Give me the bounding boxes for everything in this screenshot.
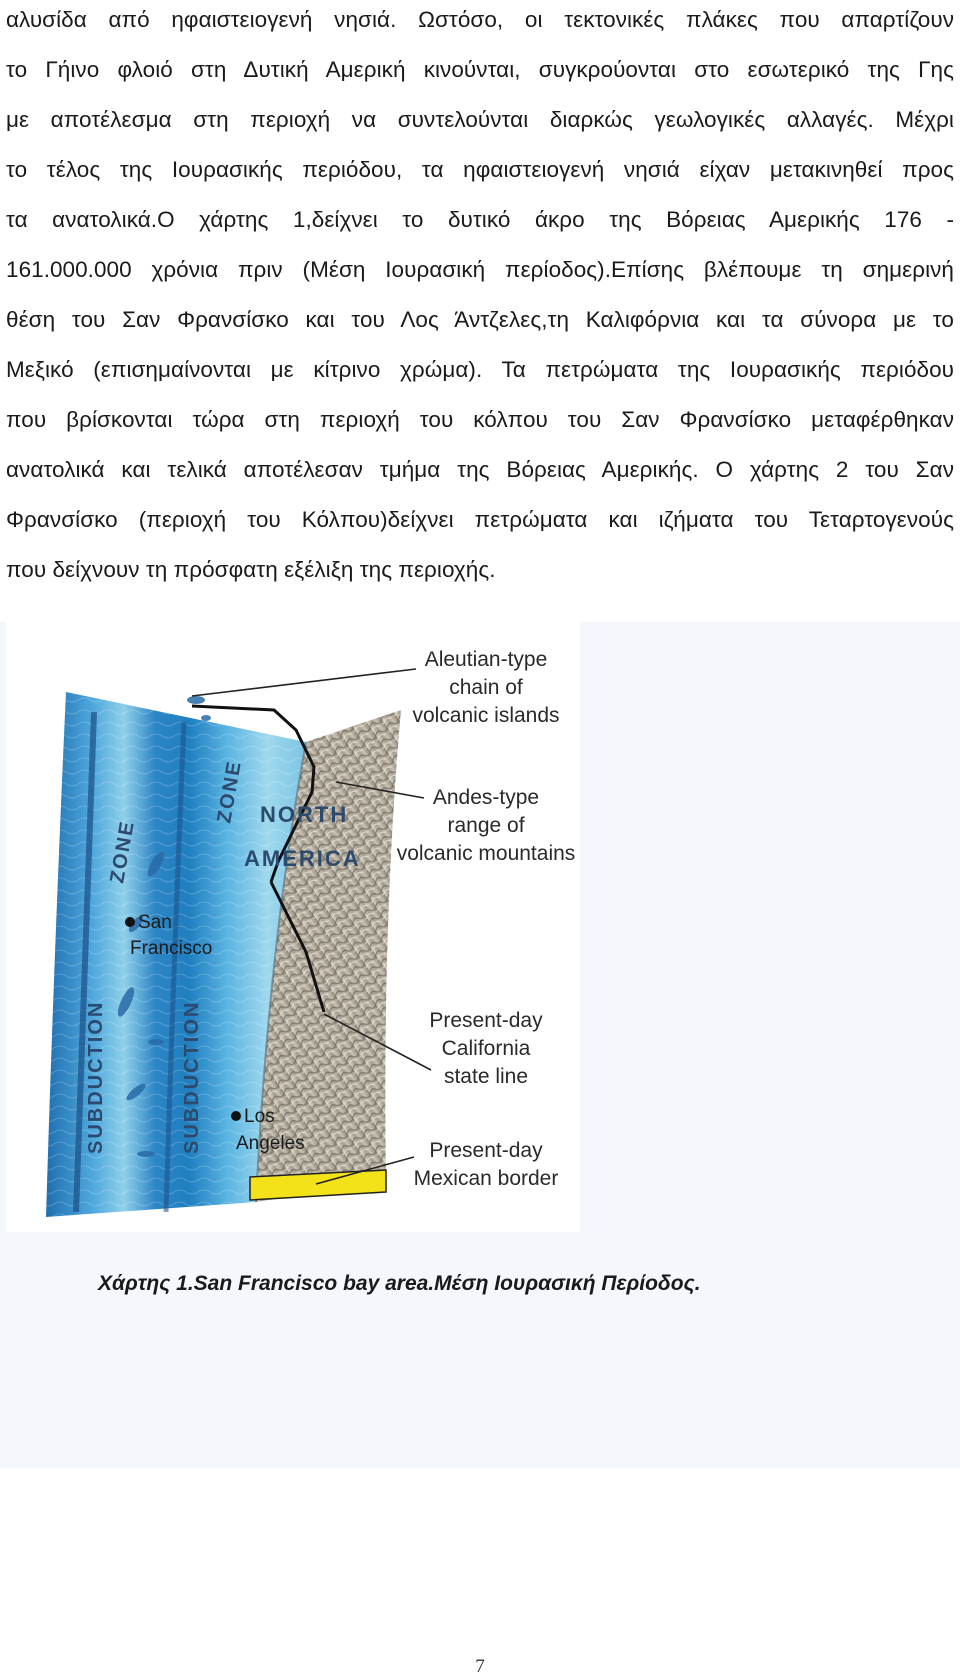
svg-text:Aleutian-type: Aleutian-type bbox=[424, 648, 548, 671]
svg-text:volcanic mountains: volcanic mountains bbox=[396, 842, 576, 865]
svg-text:range of: range of bbox=[447, 814, 525, 837]
subduction-label-right: SUBDUCTION bbox=[181, 1000, 203, 1154]
text-line: θέση του Σαν Φρανσίσκο και του Λος Άντζελες,τη Καλιφόρνια και τα σύνορα με το bbox=[6, 307, 954, 332]
text-line-last: που δείχνουν τη πρόσφατη εξέλιξη της περιοχής. bbox=[6, 557, 496, 582]
svg-text:state line: state line bbox=[443, 1065, 529, 1088]
zone-label-left: ZONE bbox=[106, 818, 139, 885]
francisco-label: Francisco bbox=[130, 938, 213, 959]
text-line: το τέλος της Ιουρασικής περιόδου, τα ηφαιστειογενή νησιά είχαν μετακινηθεί προς bbox=[6, 157, 954, 182]
text-line: ανατολικά και τελικά αποτέλεσαν τμήμα της Βόρειας Αμερικής. Ο χάρτης 2 του Σαν bbox=[6, 457, 954, 482]
svg-text:Andes-type: Andes-type bbox=[432, 786, 540, 809]
los-angeles-dot bbox=[231, 1111, 241, 1121]
callout-california bbox=[429, 1009, 543, 1088]
text-line: Φρανσίσκο (περιοχή του Κόλπου)δείχνει πετρώματα και ιζήματα του Τεταρτογενούς bbox=[6, 507, 954, 532]
text-line: 161.000.000 χρόνια πριν (Μέση Ιουρασική περίοδος).Επίσης βλέπουμε τη σημερινή bbox=[6, 257, 954, 282]
page-number: 7 bbox=[475, 1656, 485, 1677]
angeles-label: Angeles bbox=[236, 1133, 305, 1154]
subduction-label-left: SUBDUCTION bbox=[85, 1000, 107, 1154]
text-line: που βρίσκονται τώρα στη περιοχή του κόλπου του Σαν Φρανσίσκο μεταφέρθηκαν bbox=[6, 407, 954, 432]
text-line: το Γήινο φλοιό στη Δυτική Αμερική κινούνται, συγκρούονται στο εσωτερικό της Γης bbox=[6, 57, 954, 82]
text-line: τα ανατολικά.Ο χάρτης 1,δείχνει το δυτικό άκρο της Βόρειας Αμερικής 176 - bbox=[6, 207, 954, 232]
svg-text:Mexican border: Mexican border bbox=[413, 1167, 559, 1190]
los-label: Los bbox=[244, 1106, 275, 1127]
callout-aleutian bbox=[412, 648, 559, 727]
figure-caption: Χάρτης 1.San Francisco bay area.Μέση Ιουρασική Περίοδος. bbox=[98, 1272, 701, 1295]
svg-text:Present-day: Present-day bbox=[429, 1139, 543, 1162]
text-line: Μεξικό (επισημαίνονται με κίτρινο χρώμα). Τα πετρώματα της Ιουρασικής περιόδου bbox=[6, 357, 954, 382]
america-label: AMERICA bbox=[244, 846, 361, 871]
callout-mexican bbox=[414, 1139, 559, 1190]
map-svg bbox=[6, 622, 580, 1232]
svg-text:chain of: chain of bbox=[449, 676, 523, 699]
san-label: San bbox=[138, 912, 172, 933]
text-line: με αποτέλεσμα στη περιοχή να συντελούνται διαρκώς γεωλογικές αλλαγές. Μέχρι bbox=[6, 107, 954, 132]
svg-text:volcanic islands: volcanic islands bbox=[412, 704, 560, 727]
san-francisco-dot bbox=[125, 917, 135, 927]
zone-label-right: ZONE bbox=[213, 758, 246, 825]
svg-text:California: California bbox=[441, 1037, 531, 1060]
body-text bbox=[6, 0, 954, 600]
map-figure bbox=[6, 622, 580, 1232]
north-label: NORTH bbox=[260, 802, 349, 827]
svg-text:Present-day: Present-day bbox=[429, 1009, 543, 1032]
text-line: αλυσίδα από ηφαιστειογενή νησιά. Ωστόσο, οι τεκτονικές πλάκες που απαρτίζουν bbox=[6, 7, 954, 32]
